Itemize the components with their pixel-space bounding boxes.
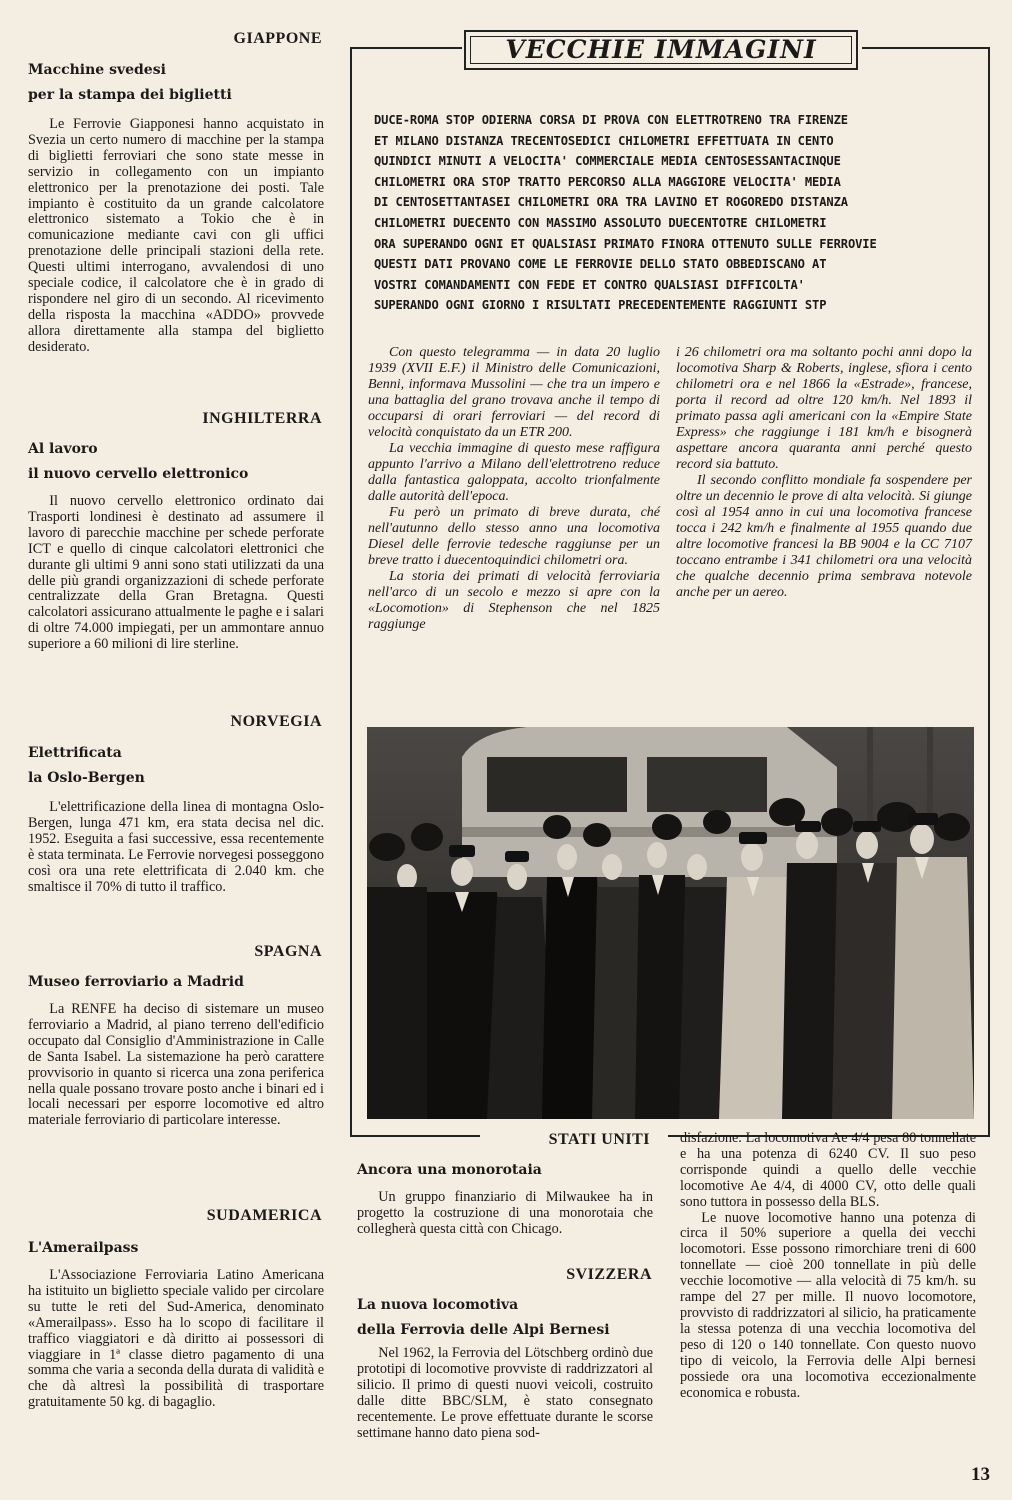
telegram-line: DI CENTOSETTANTASEI CHILOMETRI ORA TRA LAVINO ET ROGOREDO DISTANZA [374, 195, 848, 210]
page-number: 13 [971, 1464, 990, 1485]
feature-paragraph: i 26 chilometri ora ma soltanto pochi anni dopo la locomotiva Sharp & Roberts, inglese, sfiora i cento chilometri ora e nel 1866 la «Estrade», francese, porta il record ad oltre 120 km/h. Nel 1893 il primato passa agli americani con la «Empire State Express» che raggiunge i 181 km/h e bisognerà aspettare ancora quaranta anni perché questo record sia battuto. [676, 345, 972, 472]
photo-illustration [367, 727, 974, 1119]
telegram-line: DUCE-ROMA STOP ODIERNA CORSA DI PROVA CON ELETTROTRENO TRA FIRENZE [374, 113, 848, 127]
headline-line-1: Museo ferroviario a Madrid [28, 974, 244, 990]
headline-line-2: per la stampa dei biglietti [28, 87, 232, 103]
headline-line-2: la Oslo-Bergen [28, 770, 145, 786]
article-body-south-america: L'Associazione Ferroviaria Latino Americana ha istituito un biglietto speciale valido per circolare su tutte le reti del Sud-America, denominato «Amerailpass». Esso ha lo scopo di facilitare il traffico viaggiatori e dà diritto ai possessori di viaggiare in 1ª classe dietro pagamento di una somma che varia a seconda della durata di validità e che dà altresì la possibilità di trasportare gratuitamente 50 kg. di bagaglio. [28, 1267, 324, 1411]
country-label-norway: NORVEGIA [230, 713, 322, 730]
headline-line-1: Al lavoro [28, 441, 98, 457]
feature-paragraph: La vecchia immagine di questo mese raffigura appunto l'arrivo a Milano dell'elettrotreno reduce dalla fantastica galoppata, accolto trionfalmente dalle autorità dell'epoca. [368, 441, 660, 504]
article-body-england: Il nuovo cervello elettronico ordinato dai Trasporti londinesi è destinato ad assumere il lavoro di parecchie macchine per schede perforate ICT e quello di cinque calcolatori elettronici che durante gli ultimi 9 anni sono stati utilizzati da una delle più grandi organizzazioni di schede perforate centralizzate della Gran Bretagna. Questi calcolatori assicurano attualmente le paghe e i salari di oltre 74.000 impiegati, per un ammontare annuo superiore a 60 milioni di lire sterline. [28, 493, 324, 653]
country-label-england: INGHILTERRA [202, 410, 322, 427]
headline-line-2: della Ferrovia delle Alpi Bernesi [357, 1322, 610, 1338]
telegram-line: ET MILANO DISTANZA TRECENTOSEDICI CHILOMETRI EFFETTUATA IN CENTO [374, 133, 834, 148]
telegram-line: QUESTI DATI PROVANO COME LE FERROVIE DELLO STATO OBBEDISCANO AT [374, 257, 827, 272]
telegram-line: CHILOMETRI ORA STOP TRATTO PERCORSO ALLA MAGGIORE VELOCITA' MEDIA [374, 174, 841, 189]
article-body-japan: Le Ferrovie Giapponesi hanno acquistato in Svezia un certo numero di macchine per la stampa di biglietti ferroviari che sono state messe in servizio in collegamento con un impianto elettronico per la prenotazione dei posti. Tale impianto è costituito da un grande calcolatore elettronico sistemato a Tokio che è in comunicazione mediante cavi con gli uffici prenotazione delle principali stazioni della rete. Questi ultimi interrogano, avvalendosi di uno speciale codice, il calcolatore che è in grado di rispondere nel giro di un secondo. Al ricevimento della risposta la macchina «ADDO» provvede allora direttamente alla stampa del biglietto desiderato. [28, 116, 324, 355]
feature-top-rule-left [350, 47, 462, 49]
article-body-switzerland: Nel 1962, la Ferrovia del Lötschberg ordinò due prototipi di locomotive provviste di raddrizzatori al silicio. Il primo di questi nuovi veicoli, costruito dalle ditte BBC/SLM, è stato consegnato recentemente. Le prove effettuate durante le scorse settimane hanno dato piena sod- [357, 1345, 653, 1441]
telegram-line: CHILOMETRI DUECENTO CON MASSIMO ASSOLUTO DUECENTOTRE CHILOMETRI [374, 215, 827, 230]
feature-text-column-2 [676, 345, 972, 601]
feature-top-rule-right [862, 47, 990, 49]
headline-line-1: Macchine svedesi [28, 62, 166, 78]
headline-spain [28, 970, 328, 995]
country-label-usa: STATI UNITI [480, 1131, 656, 1149]
headline-usa [357, 1158, 657, 1183]
telegram-line: VOSTRI COMANDAMENTI CON FEDE ET CONTRO QUALSIASI DIFFICOLTA' [374, 277, 805, 292]
article-continuation-switzerland [680, 1131, 976, 1401]
country-label-japan: GIAPPONE [233, 30, 322, 47]
headline-line-1: Elettrificata [28, 745, 122, 761]
feature-title: VECCHIE IMMAGINI [505, 35, 817, 64]
headline-japan [28, 58, 328, 108]
article-body-usa: Un gruppo finanziario di Milwaukee ha in progetto la costruzione di una monorotaia che collegherà questa città con Chicago. [357, 1189, 653, 1237]
headline-england [28, 437, 328, 487]
telegram-line: ORA SUPERANDO OGNI ET QUALSIASI PRIMATO FINORA OTTENUTO SULLE FERROVIE [374, 236, 877, 251]
headline-line-1: L'Amerailpass [28, 1240, 139, 1256]
continuation-paragraph: disfazione. La locomotiva Ae 4/4 pesa 80 tonnellate e ha una potenza di 6240 CV. Il suo peso corrisponde quindi a quello delle vecchie locomotive Ae 4/4, di 4000 CV, otto delle quali sono tuttora in possesso della BLS. [680, 1130, 976, 1210]
train-window [647, 757, 767, 812]
telegram-line: QUINDICI MINUTI A VELOCITA' COMMERCIALE MEDIA CENTOSESSANTACINQUE [374, 154, 841, 169]
article-body-spain: La RENFE ha deciso di sistemare un museo ferroviario a Madrid, al piano terreno dell'edificio occupato dal Consiglio d'Amministrazione in Calle de Santa Isabel. La sistemazione ha però carattere provvisorio in quanto si ricerca una zona periferica nella quale possano trovare posto anche i binari ed i locali necessari per esporre locomotive ed altro materiale ferroviario di particolare interesse. [28, 1001, 324, 1129]
feature-right-rule [988, 47, 990, 1137]
headline-south-america [28, 1236, 328, 1261]
country-label-switzerland: SVIZZERA [566, 1266, 652, 1283]
article-body-norway: L'elettrificazione della linea di montagna Oslo-Bergen, lunga 471 km, era stata decisa nel dic. 1952. Eseguita a fasi successive, essa recentemente è stata terminata. Le Ferrovie norvegesi posseggono così ora una rete elettrificata di 2.040 km. che smaltisce il 70% di tutto il traffico. [28, 799, 324, 895]
train-window [487, 757, 627, 812]
feature-text-column-1 [368, 345, 660, 633]
feature-paragraph: Fu però un primato di breve durata, ché nell'autunno dello stesso anno una locomotiva Diesel delle ferrovie tedesche raggiunse per un breve tratto i duecentoquindici chilometri ora. [368, 505, 660, 568]
feature-title-box [464, 30, 858, 70]
telegram-text [374, 110, 974, 316]
country-label-south-america: SUDAMERICA [206, 1207, 322, 1224]
headline-line-2: il nuovo cervello elettronico [28, 466, 249, 482]
headline-switzerland [357, 1293, 657, 1343]
continuation-paragraph: Le nuove locomotive hanno una potenza di circa il 50% superiore a quella dei vecchi locomotori. Esse possono rimorchiare treni di 600 tonnellate — cioè 200 tonnellate in più delle vecchie locomotive — alla velocità di 75 km/h. su rampe del 27 per mille. Il nuovo locomotore, provvisto di raddrizzatori al silicio, ha praticamente la stessa potenza di una vecchia locomotiva del peso di 120 o 140 tonnellate. Con questo nuovo tipo di veicolo, la Ferrovia delle Alpi bernesi possiede ora una locomotiva eccezionalmente economica e robusta. [680, 1209, 976, 1401]
telegram-line: SUPERANDO OGNI GIORNO I RISULTATI PRECEDENTEMENTE RAGGIUNTI STP [374, 298, 827, 313]
feature-paragraph: Con questo telegramma — in data 20 luglio 1939 (XVII E.F.) il Ministro delle Comunicazioni, Benni, informava Mussolini — che tra un impero e una battaglia del grano trovava anche il tempo di occuparsi di orari ferroviari — del record di velocità conquistato da un ETR 200. [368, 345, 660, 440]
feature-paragraph: Il secondo conflitto mondiale fa sospendere per oltre un decennio le prove di alta velocità. Si giunge così al 1954 anno in cui una locomotiva francese tocca i 242 km/h e finalmente al 1955 quando due altre locomotive francesi la BB 9004 e la CC 7107 toccano entrambe i 341 chilometri ora una velocità che qualche decennio prima sembrava notevole anche per un aereo. [676, 473, 972, 600]
headline-norway [28, 741, 328, 791]
historic-photograph [367, 727, 974, 1119]
headline-line-1: Ancora una monorotaia [357, 1162, 542, 1178]
feature-paragraph: La storia dei primati di velocità ferroviaria nell'arco di un secolo e mezzo si apre con la «Locomotion» di Stephenson che nel 1825 raggiunge [368, 569, 660, 632]
feature-left-rule [350, 47, 352, 1137]
headline-line-1: La nuova locomotiva [357, 1297, 519, 1313]
country-label-spain: SPAGNA [254, 943, 322, 960]
train-stripe [462, 827, 837, 837]
